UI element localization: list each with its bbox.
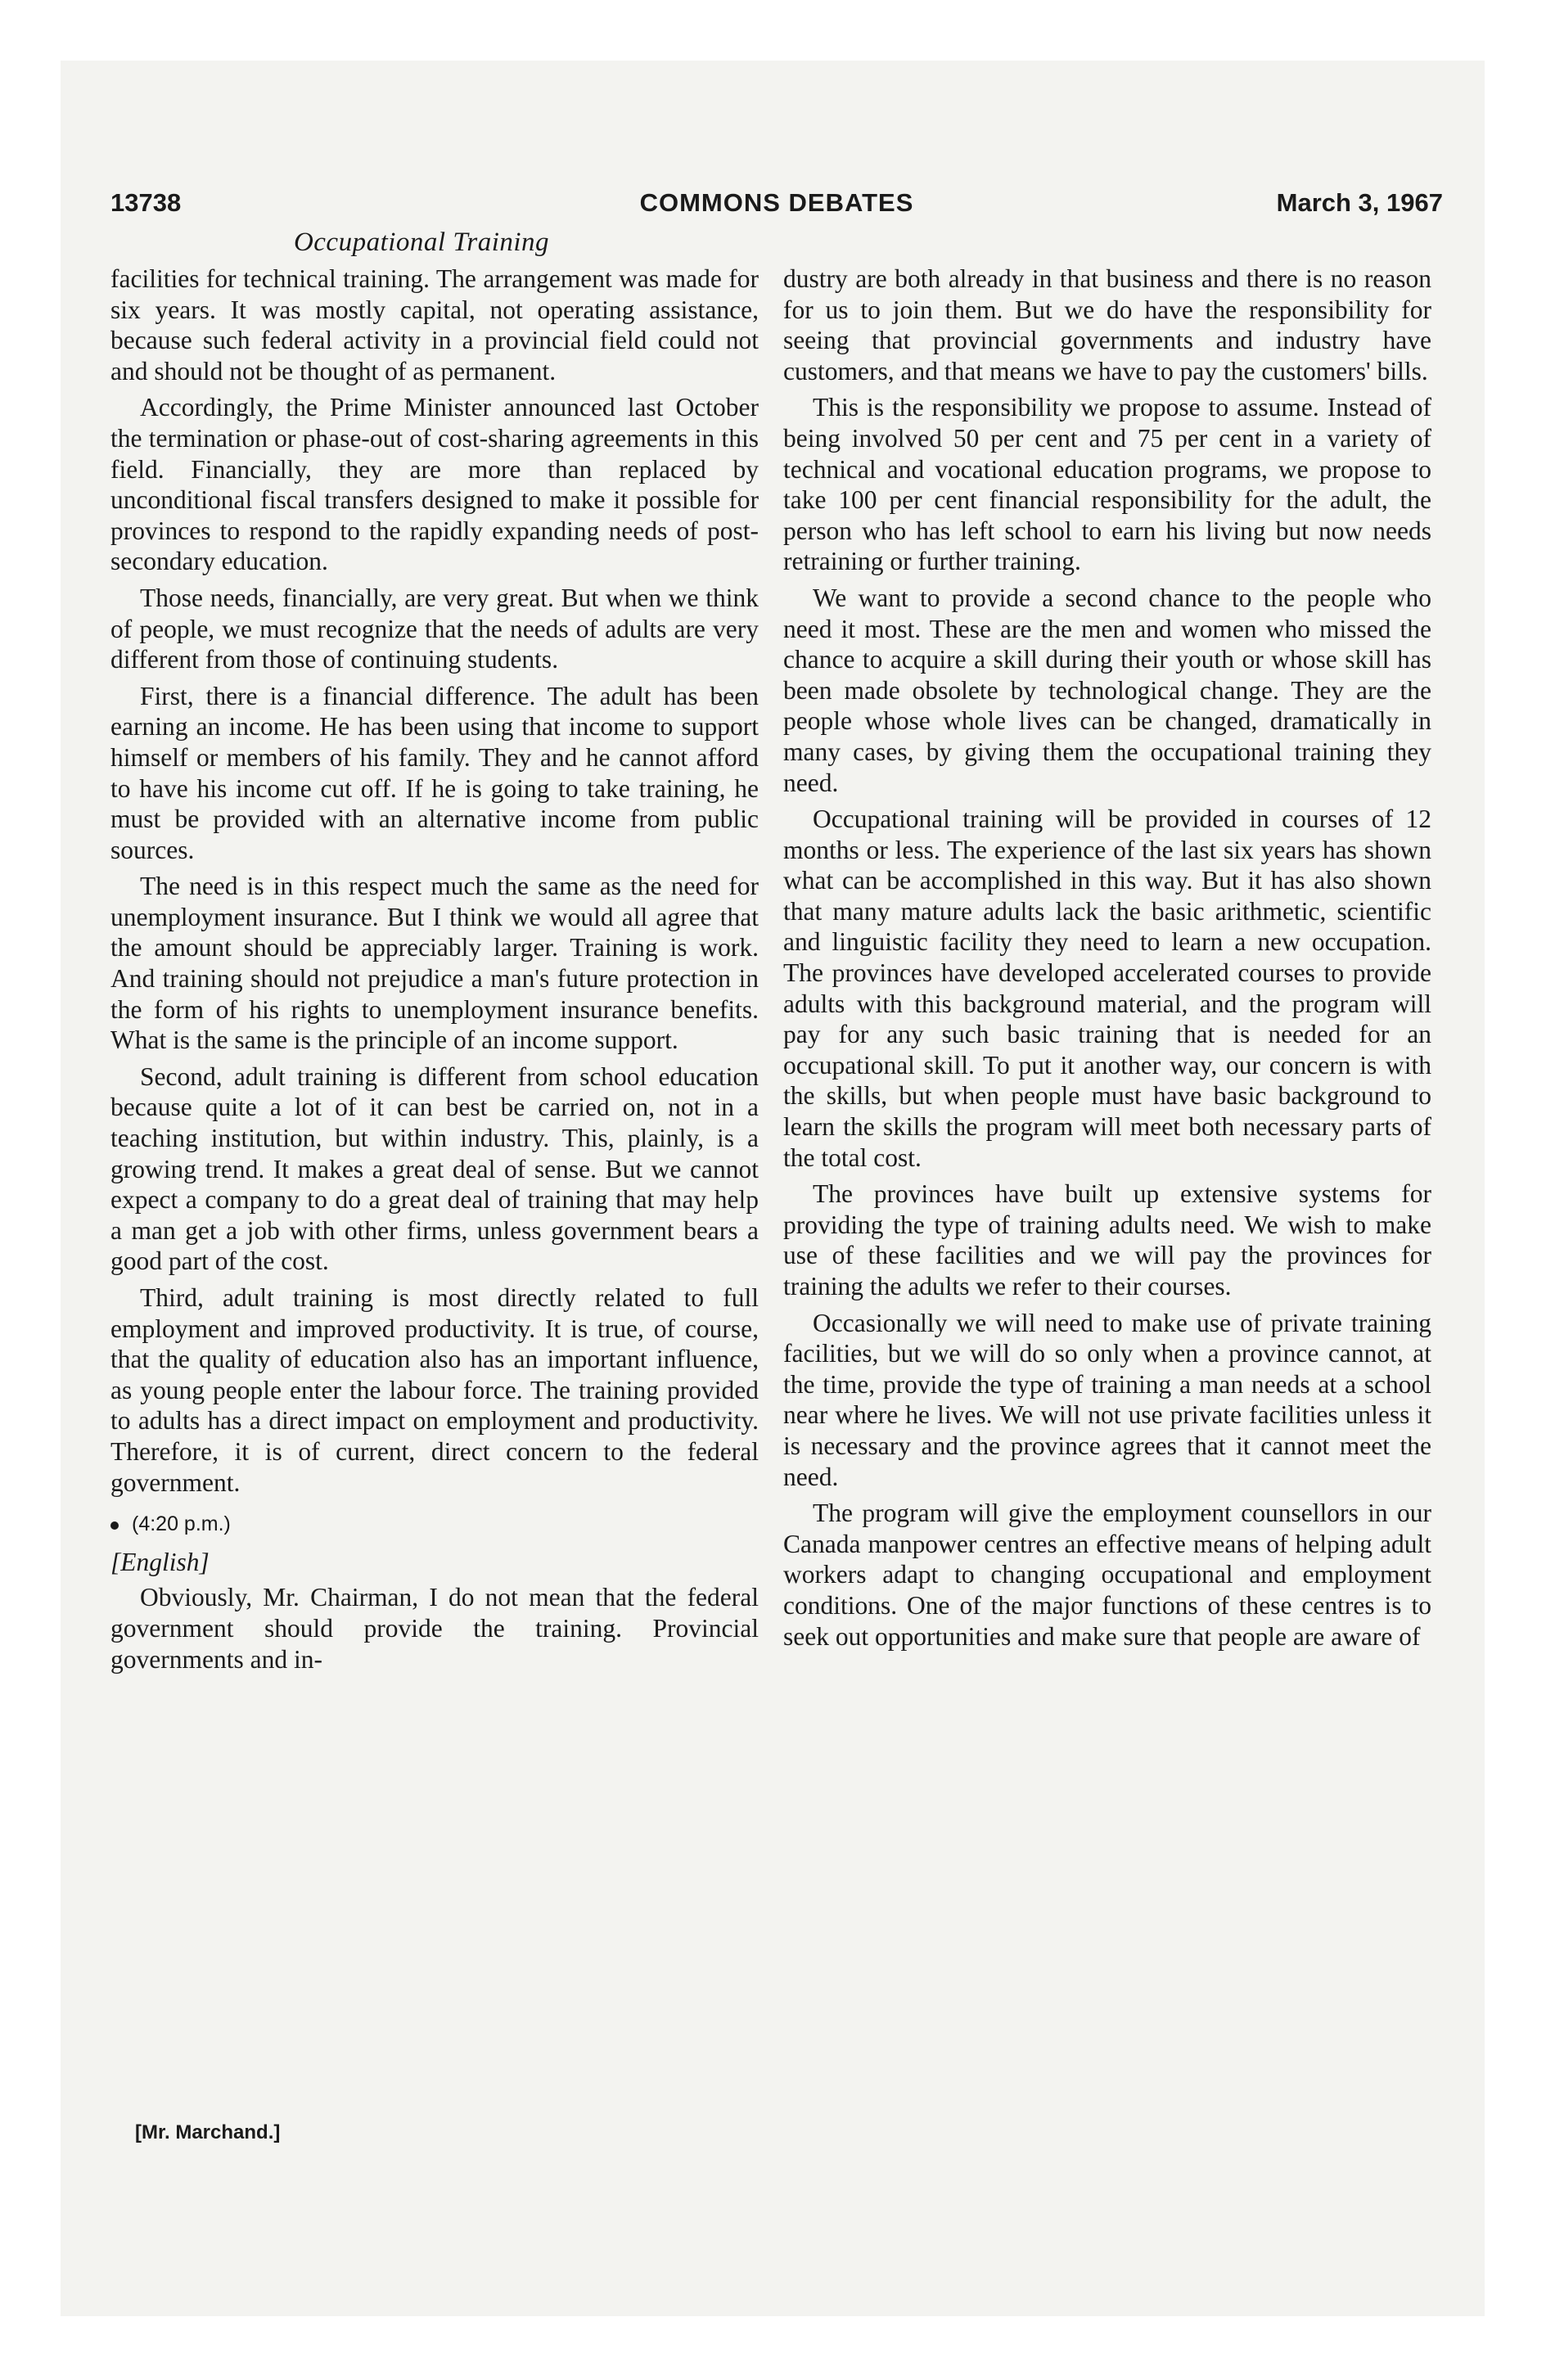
paragraph: The program will give the employment counsellors in our Canada manpower centres an effective means of helping adult workers adapt to changing occupational and employment conditions. One of the major functions of these centres is to seek out opportunities and make sure that people are aware of xyxy=(783,1499,1431,1651)
paragraph: The provinces have built up extensive systems for providing the type of training adults need. We wish to make use of these facilities and we will pay the provinces for training the adults we refer to their courses. xyxy=(783,1179,1431,1300)
paragraph: Accordingly, the Prime Minister announced last October the termination or phase-out of cost-sharing agreements in this field. Financially, they are more than replaced by unconditional fiscal transfers designed to make it possible for provinces to respond to the rapidly expanding needs of post-secondary education. xyxy=(110,393,759,576)
time-marker-text: (4:20 p.m.) xyxy=(132,1512,231,1536)
publication-date: March 3, 1967 xyxy=(1276,188,1443,217)
right-column xyxy=(783,264,1431,1657)
paragraph: We want to provide a second chance to the people who need it most. These are the men and women who missed the chance to acquire a skill during their youth or whose skill has been made obsolete by technological change. They are the people whose whole lives can be changed, dramatically in many cases, by giving them the occupational training they need. xyxy=(783,583,1431,797)
paragraph: Second, adult training is different from school education because quite a lot of it can best be carried on, not in a teaching institution, but within industry. This, plainly, is a growing trend. It makes a great deal of sense. But we cannot expect a company to do a great deal of training that may help a man get a job with other firms, unless government bears a good part of the cost. xyxy=(110,1062,759,1276)
paragraph: dustry are both already in that business and there is no reason for us to join them. But we do have the responsibility for seeing that provincial governments and industry have customers, and that means we have to pay the customers' bills. xyxy=(783,264,1431,385)
paragraph: The need is in this respect much the same as the need for unemployment insurance. But I think we would all agree that the amount should be appreciably larger. Training is work. And training should not prejudice a man's future protection in the form of his rights to unemployment insurance benefits. What is the same is the principle of an income support. xyxy=(110,872,759,1055)
paragraph: Occasionally we will need to make use of private training facilities, but we will do so only when a province cannot, at the time, provide the type of training a man needs at a school near where he lives. We will not use private facilities unless it is necessary and the province agrees that it cannot meet the need. xyxy=(783,1308,1431,1491)
section-title: Occupational Training xyxy=(293,228,550,257)
paragraph: facilities for technical training. The arrangement was made for six years. It was mostly capital, not operating assistance, because such federal activity in a provincial field could not and should not be thought of as permanent. xyxy=(110,264,759,385)
page-number: 13738 xyxy=(110,188,182,217)
publication-title: COMMONS DEBATES xyxy=(639,188,914,217)
speaker-label: [Mr. Marchand.] xyxy=(135,2121,281,2143)
paragraph: This is the responsibility we propose to assume. Instead of being involved 50 per cent and 75 per cent in a variety of technical and vocational education programs, we propose to take 100 per cent financial responsibility for the adult, the person who has left school to earn his living but now needs retraining or further training. xyxy=(783,393,1431,576)
page-header xyxy=(110,188,1443,226)
paragraph: Occupational training will be provided in courses of 12 months or less. The experience of the last six years has shown what can be accomplished in this way. But it has also shown that many mature adults lack the basic arithmetic, scientific and linguistic facility they need to learn a new occupation. The provinces have developed accelerated courses to provide adults with this background material, and the program will pay for any such basic training that is needed for an occupational skill. To put it another way, our concern is with the skills, but when people must have basic background to learn the skills the program will meet both necessary parts of the total cost. xyxy=(783,805,1431,1172)
time-marker xyxy=(110,1509,759,1540)
left-column xyxy=(110,264,759,1680)
paragraph: Obviously, Mr. Chairman, I do not mean that the federal government should provide the training. Provincial governments and in- xyxy=(110,1583,759,1674)
bullet-icon xyxy=(110,1521,119,1530)
paragraph: Third, adult training is most directly related to full employment and improved productivity. It is true, of course, that the quality of education also has an important influence, as young people enter the labour force. The training provided to adults has a direct impact on employment and productivity. Therefore, it is of current, direct concern to the federal government. xyxy=(110,1283,759,1497)
language-tag: [English] xyxy=(110,1547,210,1576)
paragraph: Those needs, financially, are very great. But when we think of people, we must recognize that the needs of adults are very different from those of continuing students. xyxy=(110,583,759,674)
paragraph: First, there is a financial difference. The adult has been earning an income. He has been using that income to support himself or members of his family. They and he cannot afford to have his income cut off. If he is going to take training, he must be provided with an alternative income from public sources. xyxy=(110,681,759,864)
